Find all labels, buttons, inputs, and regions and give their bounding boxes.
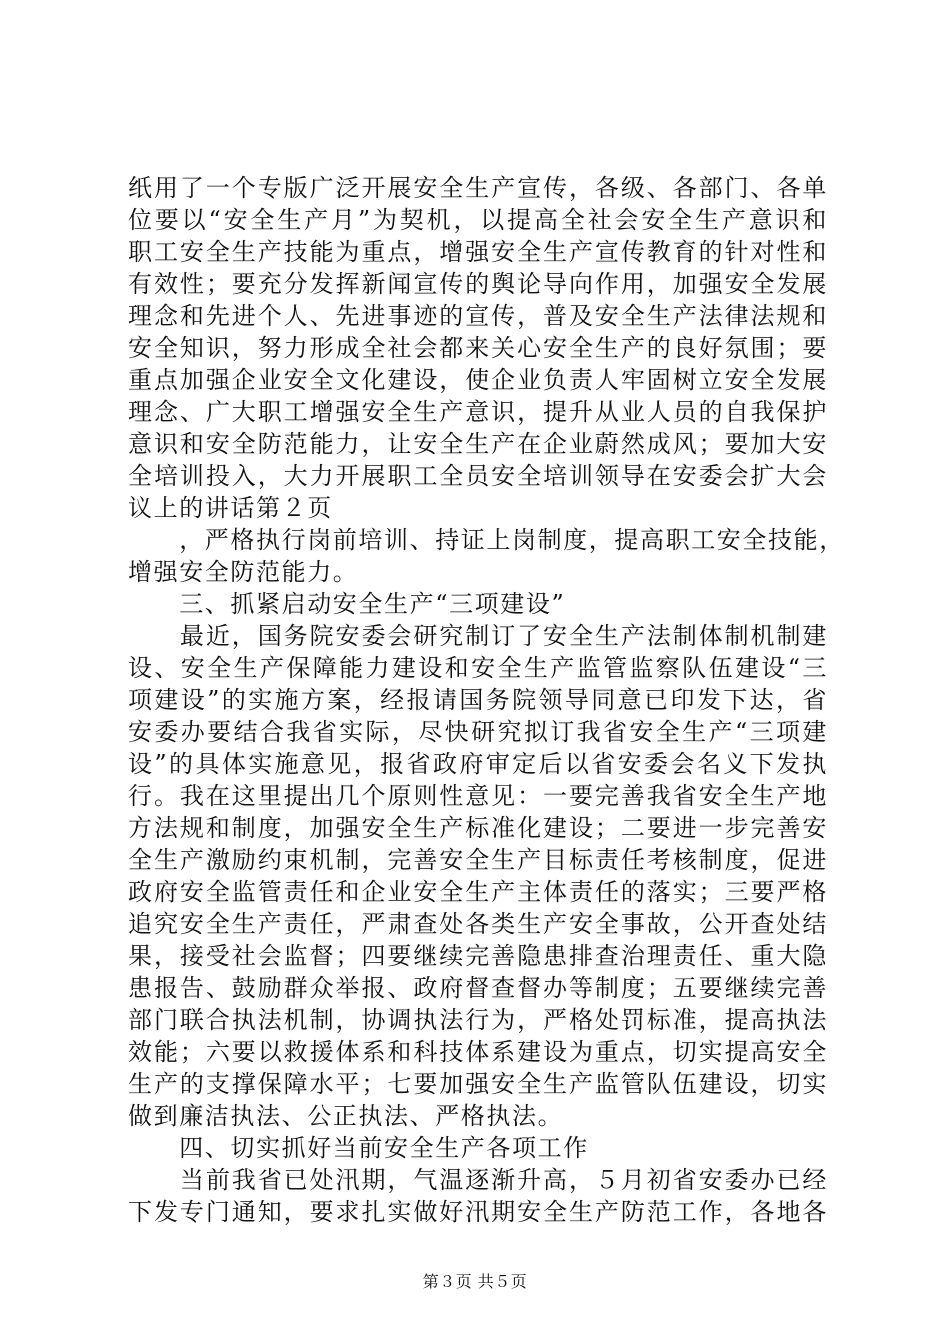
text-line: 追究安全生产责任，严肃查处各类生产安全事故，公开查处结 [128, 910, 828, 938]
text-line: ，严格执行岗前培训、持证上岗制度，提高职工安全技能， [128, 526, 845, 554]
text-line: 方法规和制度，加强安全生产标准化建设；二要进一步完善安 [128, 814, 828, 842]
text-line: 当前我省已处汛期，气温逐渐升高，５月初省安委办已经 [128, 1166, 828, 1194]
text-line: 项建设”的实施方案，经报请国务院领导同意已印发下达，省 [128, 686, 828, 714]
section-heading: 四、切实抓好当前安全生产各项工作 [128, 1134, 589, 1162]
text-line: 做到廉洁执法、公正执法、严格执法。 [128, 1102, 564, 1130]
text-line: 理念和先进个人、先进事迹的宣传，普及安全生产法律法规和 [128, 302, 828, 330]
text-line: 职工安全生产技能为重点，增强安全生产宣传教育的针对性和 [128, 238, 828, 266]
text-line: 意识和安全防范能力，让安全生产在企业蔚然成风；要加大安 [128, 430, 828, 458]
text-line: 安全知识，努力形成全社会都来关心安全生产的良好氛围；要 [128, 334, 828, 362]
text-line: 果，接受社会监督；四要继续完善隐患排查治理责任、重大隐 [128, 942, 828, 970]
text-line: 部门联合执法机制，协调执法行为，严格处罚标准，提高执法 [128, 1006, 828, 1034]
text-line: 重点加强企业安全文化建设，使企业负责人牢固树立安全发展 [128, 366, 828, 394]
text-line: 全生产激励约束机制，完善安全生产目标责任考核制度，促进 [128, 846, 828, 874]
text-line: 理念、广大职工增强安全生产意识，提升从业人员的自我保护 [128, 398, 828, 426]
text-line: 安委办要结合我省实际，尽快研究拟订我省安全生产“三项建 [128, 718, 828, 746]
text-line: 行。我在这里提出几个原则性意见：一要完善我省安全生产地 [128, 782, 828, 810]
text-line: 设”的具体实施意见，报省政府审定后以省安委会名义下发执 [128, 750, 828, 778]
text-line: 政府安全监管责任和企业安全生产主体责任的落实；三要严格 [128, 878, 828, 906]
text-line: 设、安全生产保障能力建设和安全生产监管监察队伍建设“三 [128, 654, 828, 682]
text-line: 议上的讲话第２页 [128, 494, 333, 522]
text-line: 最近，国务院安委会研究制订了安全生产法制体制机制建 [128, 622, 828, 650]
text-line: 患报告、鼓励群众举报、政府督查督办等制度；五要继续完善 [128, 974, 828, 1002]
text-line: 生产的支撑保障水平；七要加强安全生产监管队伍建设，切实 [128, 1070, 828, 1098]
body-text [128, 172, 845, 1228]
text-line: 纸用了一个专版广泛开展安全生产宣传，各级、各部门、各单 [128, 174, 828, 202]
text-line: 有效性；要充分发挥新闻宣传的舆论导向作用，加强安全发展 [128, 270, 828, 298]
text-line: 全培训投入，大力开展职工全员安全培训领导在安委会扩大会 [128, 462, 828, 490]
page-number-footer: 第３页 共５页 [422, 1272, 528, 1291]
text-line: 下发专门通知，要求扎实做好汛期安全生产防范工作，各地各 [128, 1198, 828, 1226]
section-heading: 三、抓紧启动安全生产“三项建设” [128, 590, 566, 618]
text-line: 位要以“安全生产月”为契机，以提高全社会安全生产意识和 [128, 206, 828, 234]
text-line: 增强安全防范能力。 [128, 558, 359, 586]
text-line: 效能；六要以救援体系和科技体系建设为重点，切实提高安全 [128, 1038, 828, 1066]
